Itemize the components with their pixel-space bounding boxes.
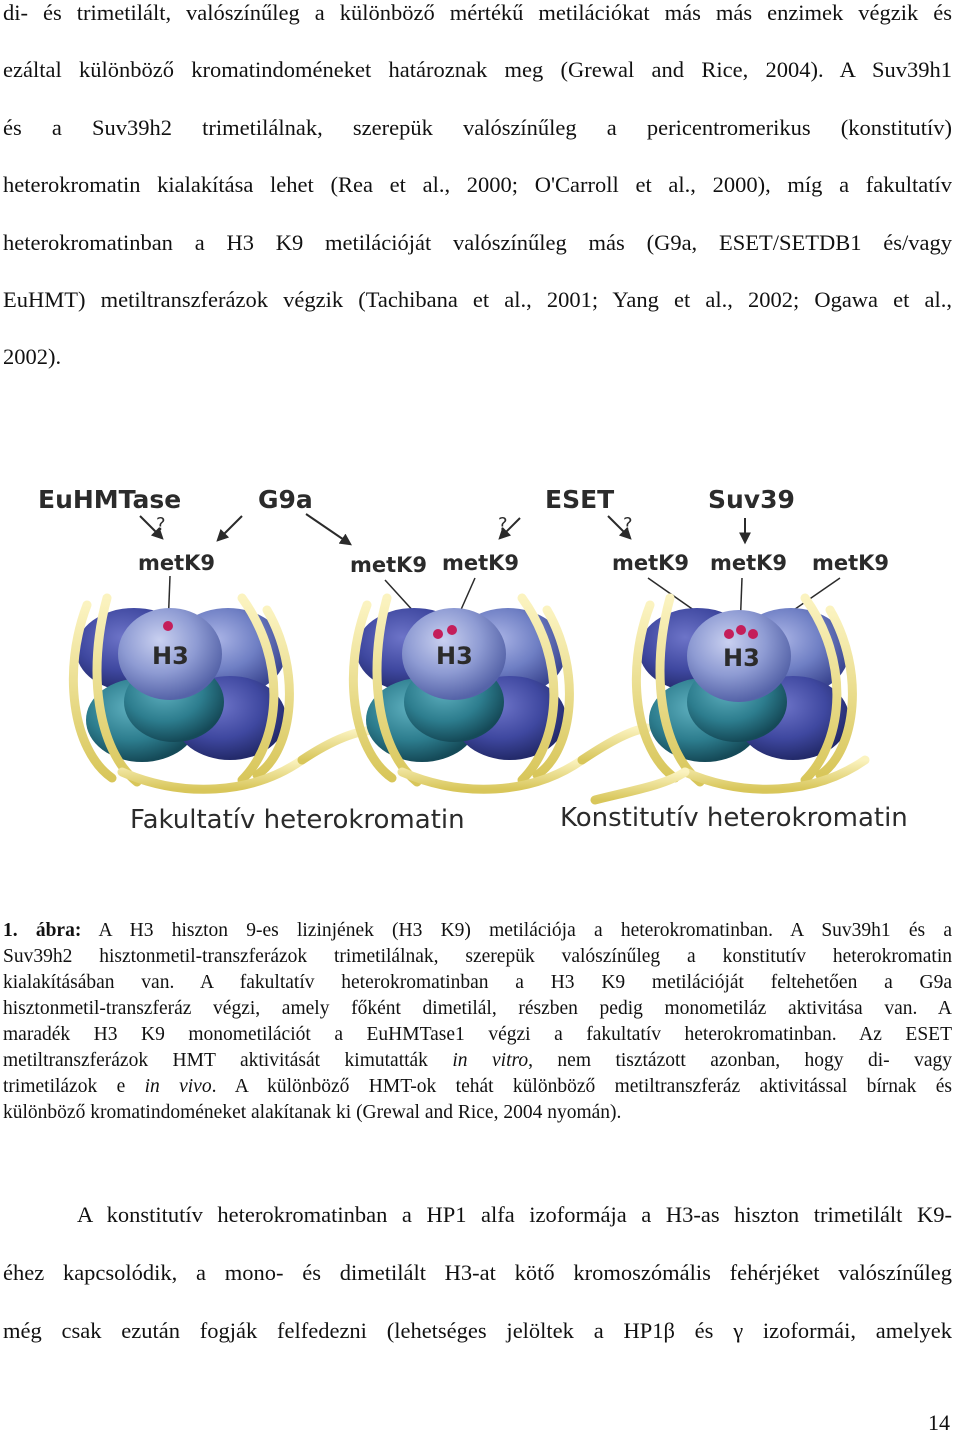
h3-label: H3 [723, 644, 760, 672]
methyl-group [163, 621, 173, 631]
arrows [140, 514, 745, 544]
nucleosome-middle [353, 598, 647, 789]
page-number: 14 [928, 1410, 950, 1435]
enzyme-suv39-label: Suv39 [708, 485, 795, 514]
text-line: heterokromatin kialakítása lehet (Rea et al., 2000; O'Carroll et al., 2000), míg a fakultatív [3, 172, 952, 197]
constitutive-heterochromatin-label: Konstitutív heterokromatin [560, 803, 908, 833]
text-line: A konstitutív heterokromatinban a HP1 alfa izoformája a H3-as hiszton trimetilált K9- [77, 1202, 952, 1227]
nucleosome-right [595, 598, 865, 800]
h3-label: H3 [436, 642, 473, 670]
methyl-group [736, 625, 746, 635]
metk9-label: metK9 [442, 551, 520, 575]
caption-line: maradék H3 K9 monometilációt a EuHMTase1 végzi a fakultatív heterokromatinban. Az ESET [3, 1024, 952, 1045]
metk9-label: metK9 [350, 553, 428, 577]
text-line: és a Suv39h2 trimetilálnak, szerepük valószínűleg a pericentromerikus (konstitutív) [3, 115, 952, 140]
caption-line: különböző kromatindoméneket alakítanak ki (Grewal and Rice, 2004 nyomán). [3, 1102, 622, 1123]
methyl-group [433, 629, 443, 639]
caption-text: metiltranszferázok HMT aktivitását kimutatták [3, 1050, 428, 1071]
text-line: EuHMT) metiltranszferázok végzik (Tachibana et al., 2001; Yang et al., 2002; Ogawa et al., [3, 287, 952, 312]
caption-text: . A különböző HMT-ok tehát különböző metiltranszferáz aktivitással bírnak és [211, 1076, 953, 1097]
metk9-label: metK9 [710, 551, 788, 575]
text-line: di- és trimetilált, valószínűleg a különböző mértékű metilációkat más más enzimek végzik és [3, 0, 952, 25]
figure-illustration [0, 390, 960, 860]
caption-text: trimetilázok e [3, 1076, 126, 1097]
text-line: 2002). [3, 344, 62, 369]
metk9-label: metK9 [812, 551, 890, 575]
methyl-group [748, 629, 758, 639]
text-line: heterokromatinban a H3 K9 metilációját valószínűleg más (G9a, ESET/SETDB1 és/vagy [3, 230, 952, 255]
caption-line: hisztonmetil-transzferáz végzi, amely főként dimetilál, részben pedig monometiláz aktivitása van. A [3, 998, 952, 1019]
enzyme-eset-label: ESET [545, 485, 615, 514]
methyl-group [724, 629, 734, 639]
arrow-g9a-right [306, 514, 350, 544]
question-mark: ? [498, 514, 508, 535]
arrow-g9a-left [218, 516, 242, 540]
methyl-group [447, 625, 457, 635]
figure-heterochromatin-methylation [0, 390, 960, 860]
text-line: még csak ezután fogják felfedezni (lehetséges jelöltek a HP1β és γ izoformái, amelyek [3, 1318, 952, 1343]
caption-line: Suv39h2 hisztonmetil-transzferázok trimetilálnak, szerepük valószínűleg a konstitutív heterokromatin [3, 946, 952, 967]
text-line: éhez kapcsolódik, a mono- és dimetilált H3-at kötő kromoszómális fehérjéket valószínűleg [3, 1260, 952, 1285]
facultative-heterochromatin-label: Fakultatív heterokromatin [130, 805, 465, 835]
question-mark: ? [623, 514, 633, 535]
enzyme-g9a-label: G9a [258, 485, 313, 514]
text-line: ezáltal különböző kromatindoméneket határoznak meg (Grewal and Rice, 2004). A Suv39h1 [3, 57, 952, 82]
question-mark: ? [156, 514, 166, 535]
caption-text: A H3 hiszton 9-es lizinjének (H3 K9) metilációja a heterokromatinban. A Suv39h1 és a [98, 920, 952, 941]
caption-text: , nem tisztázott azonban, hogy di- vagy [528, 1050, 953, 1071]
h3-label: H3 [152, 642, 189, 670]
metk9-label: metK9 [138, 551, 216, 575]
enzyme-euhmtase-label: EuHMTase [38, 485, 182, 514]
caption-label: 1. ábra: [3, 920, 82, 941]
caption-line [3, 1050, 952, 1072]
caption-line [3, 920, 952, 942]
caption-line [3, 1076, 952, 1098]
caption-line: kialakításában van. A fakultatív heterokromatinban a H3 K9 metilációját feltehetően a G9a [3, 972, 952, 993]
nucleosome-left [73, 598, 377, 789]
metk9-label: metK9 [612, 551, 690, 575]
caption-italic: in vitro [452, 1050, 529, 1071]
caption-italic: in vivo [144, 1076, 212, 1097]
